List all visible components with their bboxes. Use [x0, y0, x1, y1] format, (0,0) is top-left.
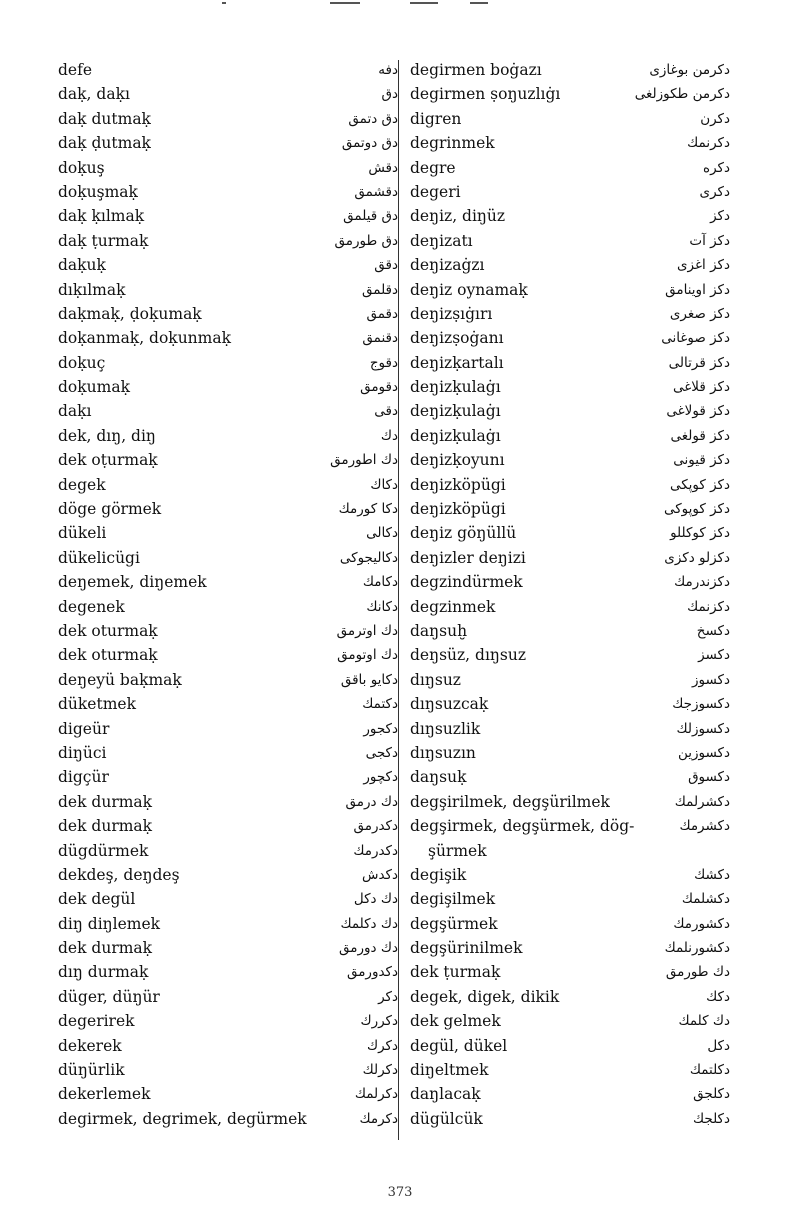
dictionary-entry	[404, 375, 730, 399]
entry-transliteration: deŋizaġzı	[410, 256, 485, 275]
entry-arabic-script: دقی	[374, 403, 398, 420]
entry-transliteration: daḳmaḳ, ḍoḳumaḳ	[58, 304, 202, 323]
entry-transliteration: degirmen boġazı	[410, 61, 542, 79]
entry-arabic-script: دكرمن بوغازی	[649, 62, 730, 78]
dictionary-entry	[58, 692, 398, 716]
entry-transliteration: daḳı	[58, 402, 92, 421]
entry-arabic-script: دكدورمق	[346, 964, 398, 981]
entry-arabic-script: دق قيلمق	[343, 208, 398, 225]
dictionary-entry	[58, 229, 398, 253]
dictionary-entry	[404, 643, 730, 667]
dictionary-entry	[58, 790, 398, 814]
entry-transliteration: degre	[410, 158, 456, 177]
entry-transliteration: dıŋsuzın	[410, 743, 476, 762]
entry-arabic-script: دكرك	[366, 1037, 398, 1054]
dictionary-entry	[58, 497, 398, 521]
dictionary-entry	[404, 131, 730, 155]
dictionary-entry	[404, 985, 730, 1009]
entry-transliteration: daḳuḳ	[58, 256, 106, 275]
entry-arabic-script: دكانك	[366, 598, 398, 615]
dictionary-entry	[404, 717, 730, 741]
dictionary-entry	[58, 424, 398, 448]
entry-transliteration: doḳanmaḳ, doḳunmaḳ	[58, 329, 231, 348]
dictionary-entry	[58, 985, 398, 1009]
dictionary-entry	[58, 278, 398, 302]
entry-arabic-script: دكدرمق	[353, 818, 398, 835]
dictionary-entry	[58, 204, 398, 228]
entry-arabic-script: دكر	[378, 988, 398, 1005]
entry-transliteration: deŋiz oynamaḳ	[410, 280, 528, 299]
entry-transliteration: deŋsüz, dıŋsuz	[410, 646, 527, 665]
entry-arabic-script: دك دكل	[353, 891, 398, 908]
dictionary-entry	[58, 107, 398, 131]
entry-transliteration: düŋürlik	[58, 1061, 125, 1080]
entry-arabic-script: دكز كوكللو	[670, 525, 730, 542]
dictionary-entry	[404, 936, 730, 960]
entry-arabic-script: دكشلمك	[681, 891, 730, 908]
entry-transliteration: daŋsuḫ	[410, 621, 468, 640]
entry-transliteration: dek degül	[58, 890, 136, 909]
dictionary-entry	[58, 936, 398, 960]
entry-arabic-script: دكسوزجك	[672, 696, 730, 713]
dictionary-entry	[404, 863, 730, 887]
entry-arabic-script: دقلمق	[362, 281, 398, 298]
entry-arabic-script: دك دورمق	[339, 940, 398, 957]
dictionary-entry	[58, 351, 398, 375]
entry-arabic-script: دكرن	[700, 110, 730, 127]
dictionary-entry	[58, 912, 398, 936]
dictionary-entry	[58, 668, 398, 692]
entry-arabic-script: دكز كوپكی	[669, 476, 730, 493]
dictionary-entry	[404, 82, 730, 106]
entry-transliteration: degeri	[410, 182, 461, 201]
entry-transliteration: digren	[410, 109, 462, 128]
entry-transliteration: defe	[58, 61, 93, 79]
dictionary-entry	[58, 399, 398, 423]
entry-arabic-script: دكل	[707, 1037, 730, 1054]
entry-arabic-script: دكسخ	[696, 622, 730, 639]
right-column	[404, 58, 730, 1148]
entry-arabic-script: دكسوز	[692, 671, 730, 688]
entry-transliteration: deŋiz, diŋüz	[410, 207, 506, 226]
dictionary-entry	[58, 863, 398, 887]
entry-arabic-script: دكز كوپوكی	[664, 501, 730, 518]
dictionary-entry	[404, 839, 730, 863]
entry-transliteration: daḳ ḍutmaḳ	[58, 134, 151, 153]
dictionary-entry	[58, 887, 398, 911]
dictionary-entry	[58, 302, 398, 326]
entry-arabic-script: دكشورمك	[673, 915, 730, 932]
entry-arabic-script: دكز صغری	[669, 305, 730, 322]
entry-transliteration: degişilmek	[410, 890, 496, 909]
dictionary-entry	[58, 546, 398, 570]
dictionary-entry	[404, 570, 730, 594]
entry-transliteration: dıŋsuzlik	[410, 719, 481, 738]
dictionary-entry	[404, 399, 730, 423]
dictionary-entry	[58, 741, 398, 765]
entry-arabic-script: دكدش	[361, 866, 398, 883]
entry-transliteration: doḳuş	[58, 158, 105, 177]
entry-arabic-script: دكسوزين	[677, 744, 730, 761]
entry-transliteration: diŋ diŋlemek	[58, 914, 161, 933]
entry-arabic-script: دكز قيونی	[673, 452, 730, 469]
dictionary-entry	[404, 1082, 730, 1106]
dictionary-entry	[58, 58, 398, 82]
dictionary-entry	[404, 448, 730, 472]
entry-transliteration: dek oṭurmaḳ	[58, 451, 158, 470]
entry-transliteration: deŋizḳoyunı	[410, 451, 505, 470]
entry-transliteration: degişik	[410, 865, 467, 884]
dictionary-entry	[404, 521, 730, 545]
entry-transliteration: deŋiz göŋüllü	[410, 524, 517, 543]
top-edge-marks	[0, 0, 800, 14]
dictionary-entry	[404, 278, 730, 302]
entry-arabic-script: دكررك	[360, 1013, 398, 1030]
entry-transliteration: daḳ ḳılmaḳ	[58, 207, 145, 226]
entry-arabic-script: دكلتمك	[689, 1062, 730, 1079]
entry-arabic-script: دق	[381, 86, 398, 103]
entry-transliteration: daŋsuḳ	[410, 768, 467, 787]
dictionary-entry	[404, 1009, 730, 1033]
entry-transliteration: dügülcük	[410, 1109, 483, 1128]
entry-arabic-script: دقومق	[360, 379, 398, 396]
dictionary-entry	[404, 156, 730, 180]
entry-transliteration: deŋizköpügi	[410, 475, 506, 494]
entry-arabic-script: دكشورنلمك	[664, 940, 730, 957]
entry-arabic-script: دق طورمق	[334, 232, 398, 249]
entry-transliteration: dek durmaḳ	[58, 792, 153, 811]
entry-arabic-script: دقشمق	[354, 183, 398, 200]
entry-transliteration: deŋizatı	[410, 231, 473, 250]
entry-transliteration: deŋizḳulaġı	[410, 426, 501, 445]
entry-transliteration: deŋizṣoġanı	[410, 329, 504, 348]
entry-transliteration: dükeli	[58, 524, 107, 543]
dictionary-entry	[58, 448, 398, 472]
entry-transliteration: degzinmek	[410, 597, 496, 616]
entry-transliteration: deŋizköpügi	[410, 500, 506, 519]
entry-transliteration: dek, dıŋ, diŋ	[58, 426, 156, 445]
dictionary-entry	[404, 204, 730, 228]
entry-arabic-script: دق دتمق	[348, 110, 398, 127]
entry-transliteration: degrinmek	[410, 134, 495, 153]
entry-transliteration: dıḳılmaḳ	[58, 280, 126, 299]
dictionary-entry	[404, 1034, 730, 1058]
left-column	[58, 58, 398, 1148]
dictionary-entry	[404, 887, 730, 911]
entry-arabic-script: دكسز	[698, 647, 730, 664]
dictionary-entry	[58, 375, 398, 399]
entry-arabic-script: دكز قرتالی	[668, 354, 730, 371]
dictionary-entry	[404, 668, 730, 692]
entry-arabic-script: دك درمق	[345, 793, 398, 810]
dictionary-entry	[58, 131, 398, 155]
entry-arabic-script: دكك	[706, 988, 730, 1005]
entry-transliteration: deŋizḳulaġı	[410, 402, 501, 421]
entry-transliteration: dekerlemek	[58, 1085, 151, 1104]
entry-transliteration: deŋizṣıġırı	[410, 304, 493, 323]
entry-arabic-script: دفه	[378, 62, 398, 78]
entry-transliteration: düger, düŋür	[58, 987, 160, 1006]
entry-transliteration: digçür	[58, 768, 109, 787]
entry-arabic-script: دكز آت	[689, 232, 730, 249]
entry-arabic-script: دقق	[374, 257, 398, 274]
entry-transliteration: dıŋ durmaḳ	[58, 963, 149, 982]
entry-arabic-script: دكاك	[370, 476, 398, 493]
dictionary-entry	[58, 253, 398, 277]
entry-transliteration: digeür	[58, 719, 110, 738]
entry-transliteration: deŋemek, diŋemek	[58, 573, 207, 592]
dictionary-entry	[404, 1058, 730, 1082]
dictionary-entry	[404, 765, 730, 789]
dictionary-entry	[58, 839, 398, 863]
entry-transliteration: degşirilmek, degşürilmek	[410, 792, 610, 811]
entry-transliteration: deŋizḳulaġı	[410, 378, 501, 397]
entry-arabic-script: دقنمق	[362, 330, 398, 347]
entry-arabic-script: دكتمك	[362, 696, 398, 713]
entry-transliteration: dek durmaḳ	[58, 817, 153, 836]
entry-arabic-script: دكرمن طكوزلغی	[634, 86, 730, 103]
entry-transliteration: dükelicügi	[58, 548, 140, 567]
entry-transliteration: degirmek, degrimek, degürmek	[58, 1109, 307, 1128]
entry-arabic-script: دكشرلمك	[674, 793, 730, 810]
dictionary-entry	[58, 570, 398, 594]
dictionary-entry	[404, 595, 730, 619]
entry-transliteration: doḳuşmaḳ	[58, 182, 138, 201]
dictionary-entry	[58, 765, 398, 789]
entry-arabic-script: دكرلك	[362, 1062, 398, 1079]
dictionary-entry	[404, 546, 730, 570]
entry-arabic-script: دكرنمك	[687, 135, 730, 152]
entry-transliteration: daŋlacaḳ	[410, 1085, 481, 1104]
entry-arabic-script: دكلجك	[693, 1110, 730, 1127]
dictionary-entry	[404, 229, 730, 253]
entry-transliteration: dıŋsuzcaḳ	[410, 695, 489, 714]
entry-transliteration: dek oturmaḳ	[58, 646, 158, 665]
entry-arabic-script: دكرلمك	[354, 1086, 398, 1103]
entry-arabic-script: دكز	[710, 208, 730, 225]
entry-transliteration: dek oturmaḳ	[58, 621, 158, 640]
entry-arabic-script: دقوج	[369, 354, 398, 371]
dictionary-entry	[404, 692, 730, 716]
entry-transliteration: degşirmek, degşürmek, dög-	[410, 817, 635, 836]
entry-arabic-script: دكز قولاغی	[666, 403, 730, 420]
entry-arabic-script: دكچور	[363, 769, 398, 786]
entry-transliteration: dekerek	[58, 1036, 122, 1055]
entry-transliteration: dek durmaḳ	[58, 939, 153, 958]
entry-arabic-script: دكرمك	[359, 1110, 398, 1127]
entry-arabic-script: دكزنمك	[687, 598, 730, 615]
dictionary-entry	[404, 107, 730, 131]
entry-transliteration: degenek	[58, 597, 125, 616]
dictionary-entry	[404, 180, 730, 204]
entry-transliteration: düketmek	[58, 695, 136, 714]
dictionary-entry	[58, 82, 398, 106]
dictionary-entry	[404, 619, 730, 643]
entry-transliteration: dekdeş, deŋdeş	[58, 865, 180, 884]
entry-arabic-script: دق دوتمق	[341, 135, 398, 152]
entry-arabic-script: دك اوترمق	[336, 622, 398, 639]
dictionary-entry	[404, 960, 730, 984]
entry-transliteration: degirmen ṣoŋuzlıġı	[410, 85, 561, 104]
entry-transliteration: diŋüci	[58, 743, 107, 762]
dictionary-entry	[404, 790, 730, 814]
dictionary-entry	[58, 1058, 398, 1082]
dictionary-entry	[404, 58, 730, 82]
entry-arabic-script: دك دكلمك	[340, 915, 398, 932]
entry-arabic-script: دكدرمك	[353, 842, 398, 859]
entry-arabic-script: دك	[380, 427, 398, 444]
dictionary-entry	[58, 473, 398, 497]
entry-arabic-script: دكالیجوكی	[339, 549, 398, 566]
dictionary-entry	[404, 253, 730, 277]
entry-transliteration: dıŋsuz	[410, 670, 461, 689]
entry-arabic-script: دكره	[703, 159, 730, 176]
dictionary-entry	[404, 473, 730, 497]
entry-arabic-script: دك طورمق	[665, 964, 730, 981]
dictionary-entry	[58, 1107, 398, 1131]
page-number: 373	[387, 1185, 413, 1200]
entry-arabic-script: دكجی	[365, 744, 398, 761]
entry-transliteration: degşürmek	[410, 914, 498, 933]
entry-transliteration: dek ṭurmaḳ	[410, 963, 501, 982]
entry-transliteration: degşürinilmek	[410, 939, 523, 958]
entry-arabic-script: دقش	[368, 159, 398, 176]
entry-transliteration: degek, digek, dikik	[410, 987, 560, 1006]
entry-arabic-script: دكشك	[694, 866, 730, 883]
entry-arabic-script: دكز صوغانی	[661, 330, 730, 347]
dictionary-entry	[58, 156, 398, 180]
entry-transliteration: döge görmek	[58, 500, 162, 519]
entry-arabic-script: دك كلمك	[678, 1013, 730, 1030]
dictionary-entry	[404, 424, 730, 448]
dictionary-entry	[404, 326, 730, 350]
entry-arabic-script: دكلجق	[693, 1086, 730, 1103]
entry-arabic-script: دكز قلاغی	[673, 379, 730, 396]
entry-arabic-script: دكالی	[366, 525, 398, 542]
dictionary-entry	[58, 960, 398, 984]
entry-arabic-script: دك اطورمق	[330, 452, 398, 469]
dictionary-entry	[404, 814, 730, 838]
entry-transliteration: dek gelmek	[410, 1012, 501, 1031]
entry-transliteration: deŋizḳartalı	[410, 353, 504, 372]
entry-arabic-script: دكز اوينامق	[665, 281, 730, 298]
entry-arabic-script: دكزلو دكزی	[664, 549, 730, 566]
dictionary-entry	[404, 741, 730, 765]
entry-transliteration: daḳ, daḳı	[58, 85, 130, 104]
entry-arabic-script: دكايو باقق	[340, 671, 398, 688]
entry-transliteration: degzindürmek	[410, 573, 523, 592]
dictionary-entry	[404, 351, 730, 375]
dictionary-entry	[58, 521, 398, 545]
entry-transliteration: degerirek	[58, 1012, 135, 1031]
dictionary-page	[58, 58, 730, 1148]
entry-transliteration: deŋizler deŋizi	[410, 548, 526, 567]
dictionary-entry	[404, 1107, 730, 1131]
dictionary-entry	[58, 643, 398, 667]
entry-transliteration: degek	[58, 475, 106, 494]
entry-arabic-script: دكا كورمك	[338, 501, 398, 518]
entry-arabic-script: دكزندرمك	[674, 574, 730, 591]
dictionary-entry	[404, 497, 730, 521]
entry-arabic-script: دكری	[699, 183, 730, 200]
dictionary-entry	[404, 302, 730, 326]
entry-arabic-script: دكز قولغی	[670, 427, 730, 444]
entry-arabic-script: دك اوتومق	[337, 647, 398, 664]
dictionary-entry	[404, 912, 730, 936]
entry-transliteration: daḳ ṭurmaḳ	[58, 231, 149, 250]
dictionary-entry	[58, 1082, 398, 1106]
entry-arabic-script: دكشرمك	[679, 818, 730, 835]
dictionary-entry	[58, 814, 398, 838]
entry-transliteration: şürmek	[428, 841, 487, 860]
entry-transliteration: daḳ dutmaḳ	[58, 109, 151, 128]
entry-transliteration: degül, dükel	[410, 1036, 508, 1055]
dictionary-entry	[58, 717, 398, 741]
entry-arabic-script: دقمق	[366, 305, 398, 322]
entry-transliteration: dügdürmek	[58, 841, 149, 860]
entry-arabic-script: دكامك	[362, 574, 398, 591]
dictionary-entry	[58, 595, 398, 619]
dictionary-entry	[58, 326, 398, 350]
dictionary-entry	[58, 1034, 398, 1058]
entry-arabic-script: دكسوق	[688, 769, 730, 786]
entry-transliteration: doḳumaḳ	[58, 378, 130, 397]
entry-arabic-script: دكز اغزی	[676, 257, 730, 274]
entry-transliteration: doḳuç	[58, 353, 106, 372]
column-divider	[398, 60, 399, 1140]
dictionary-entry	[58, 1009, 398, 1033]
dictionary-entry	[58, 180, 398, 204]
dictionary-entry	[58, 619, 398, 643]
entry-transliteration: diŋeltmek	[410, 1061, 489, 1080]
entry-transliteration: deŋeyü baḳmaḳ	[58, 670, 182, 689]
entry-arabic-script: دكجور	[363, 720, 398, 737]
entry-arabic-script: دكسوزلك	[676, 720, 730, 737]
